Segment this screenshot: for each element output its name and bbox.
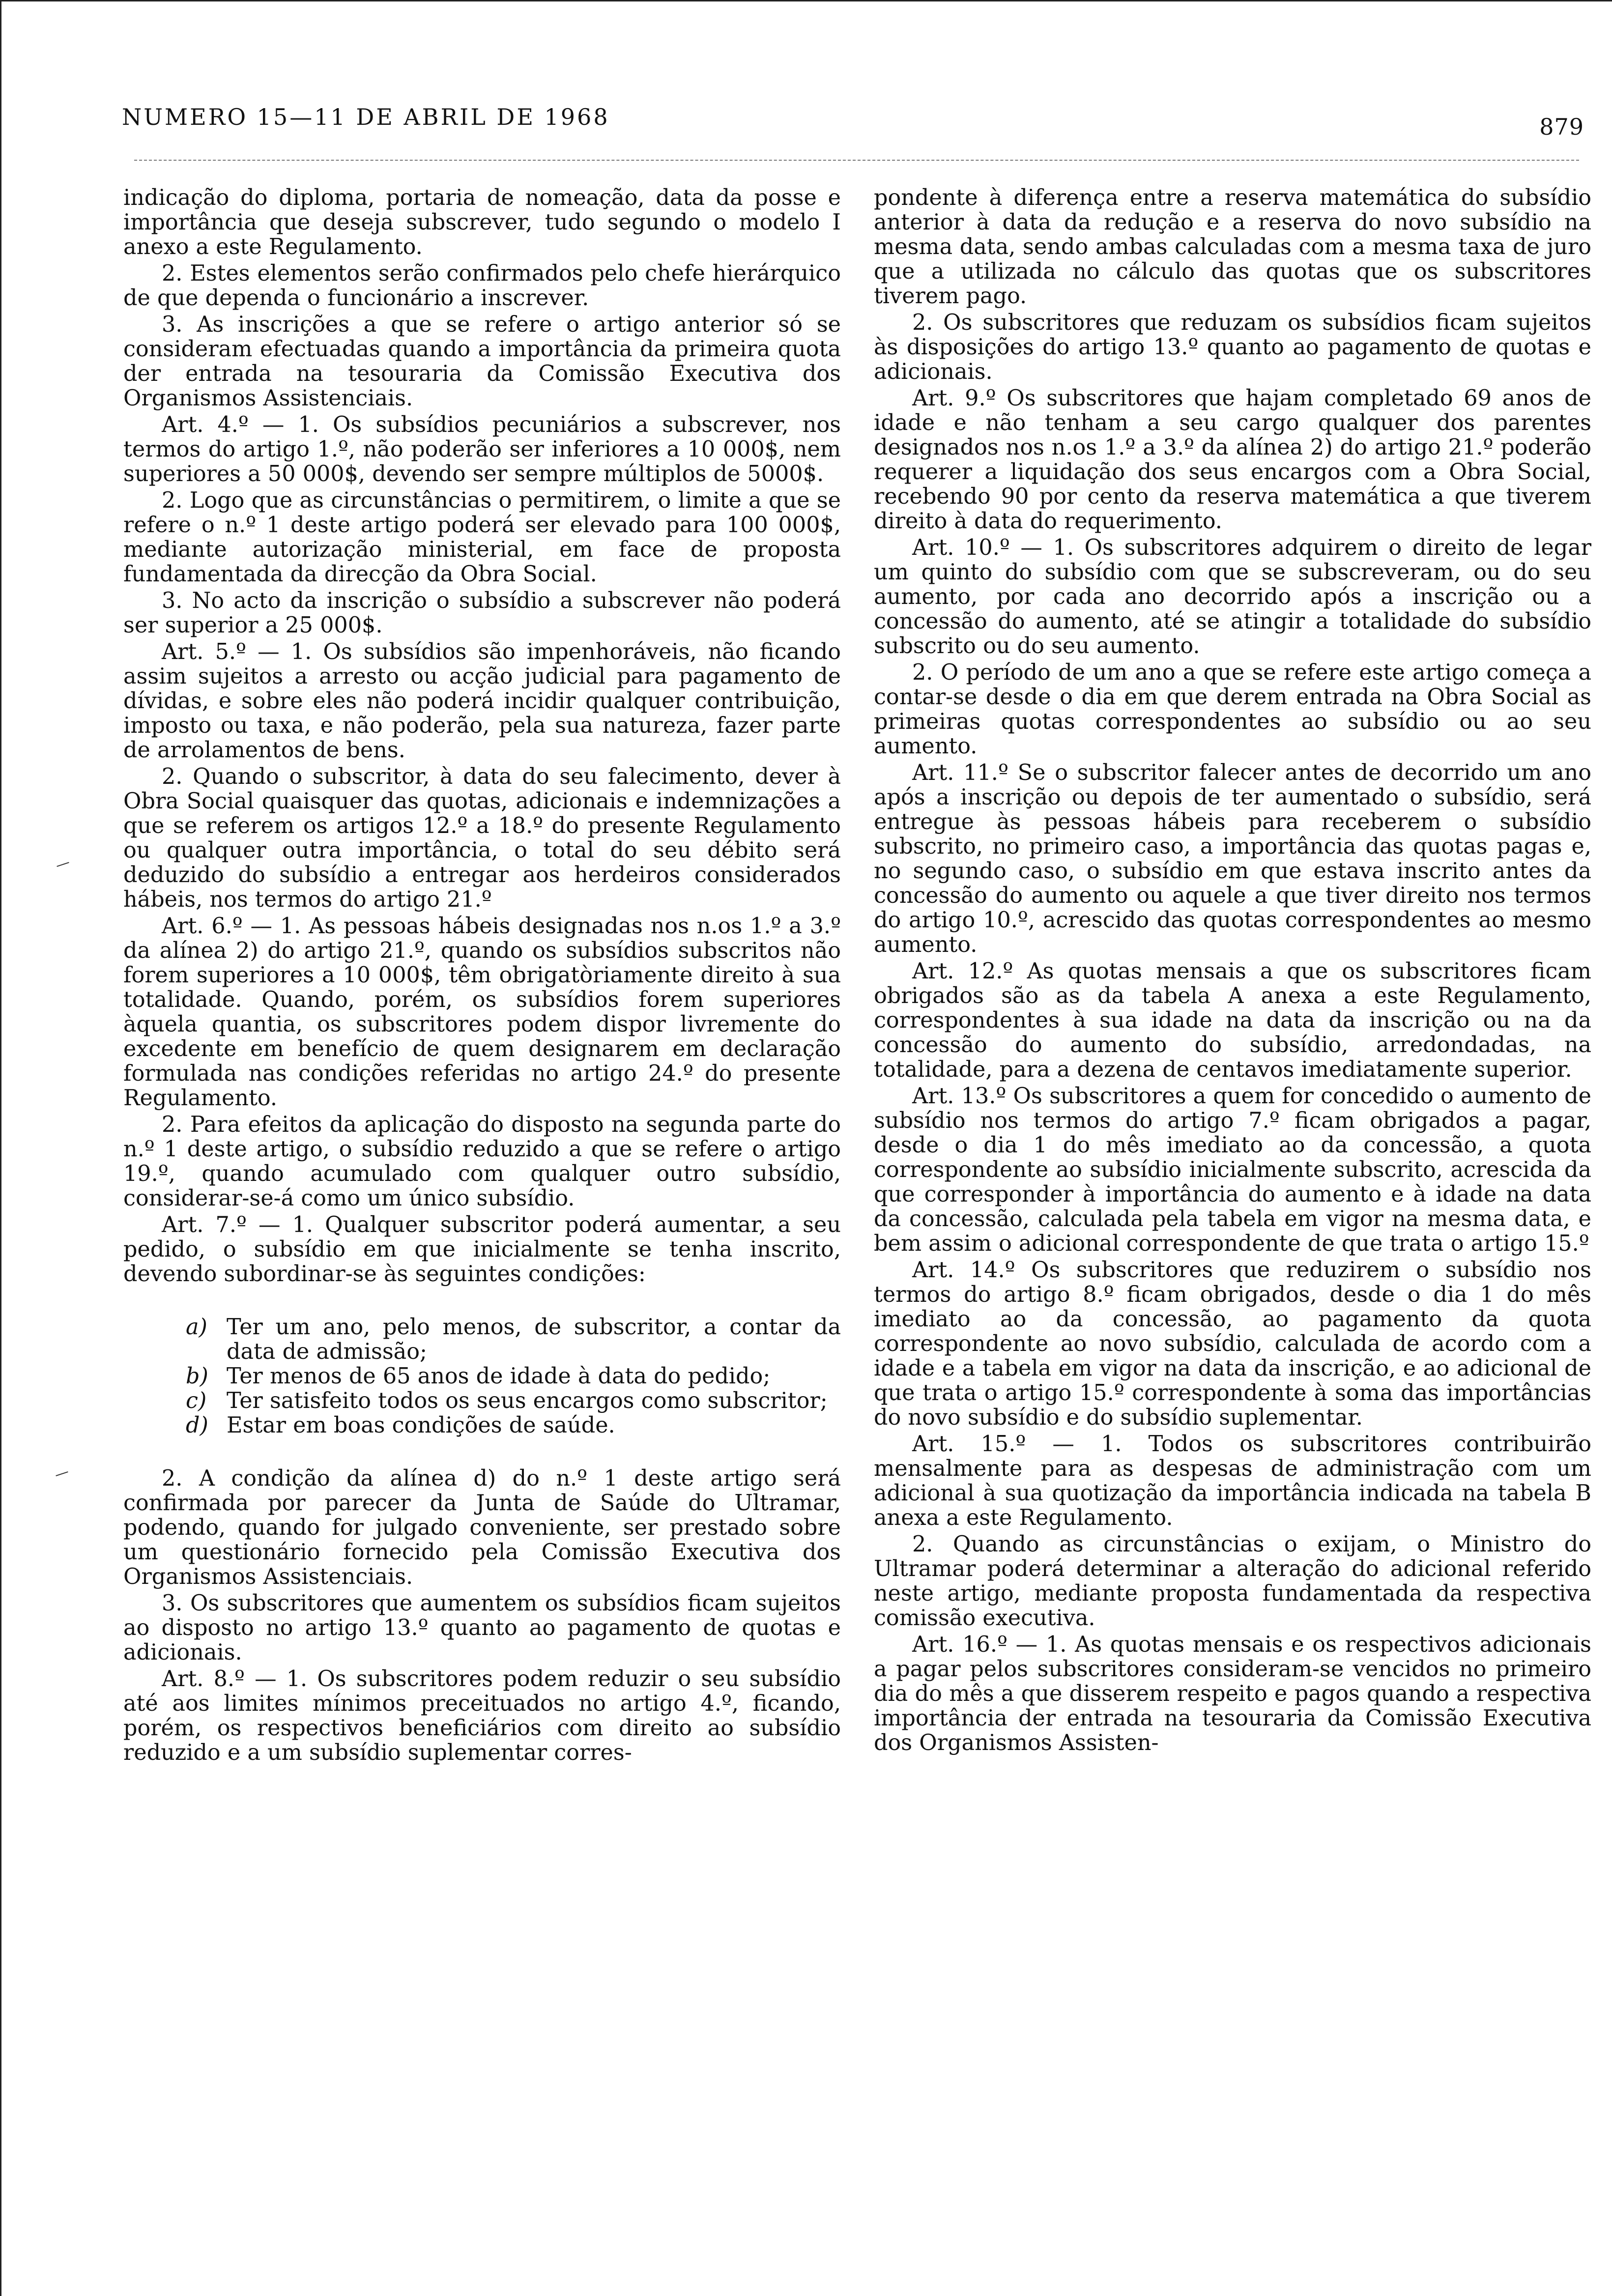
paragraph: 2. Os subscritores que reduzam os subsídios ficam sujeitos às disposições do artigo 13.º quanto ao pagamento de quotas e adicionais. <box>874 310 1591 384</box>
paragraph: 2. Quando o subscritor, à data do seu falecimento, dever à Obra Social quaisquer das quotas, adicionais e indemnizações a que se referem os artigos 12.º a 18.º do presente Regulamento ou qualquer outra importância, o total do seu débito será deduzido do subsídio a entregar aos herdeiros considerados hábeis, nos termos do artigo 21.º <box>123 764 841 912</box>
page-number: 879 <box>1539 114 1584 140</box>
list-item-text: Ter menos de 65 anos de idade à data do pedido; <box>227 1364 771 1389</box>
article-13: Art. 13.º Os subscritores a quem for concedido o aumento de subsídio nos termos do artigo 7.º ficam obrigados a pagar, desde o dia 1 do mês imediato ao da concessão, a quota correspondente ao subsídio inicialmente subscrito, acrescida da que corresponder à importância do aumento e à idade na data da concessão, calculada pela tabela em vigor na mesma data, e bem assim o adicional correspondente de que trata o artigo 15.º <box>874 1084 1591 1256</box>
article-6: Art. 6.º — 1. As pessoas hábeis designadas nos n.os 1.º a 3.º da alínea 2) do artigo 21.º, quando os subsídios subscritos não forem superiores a 10 000$, têm obrigatòriamente direito à sua totalidade. Quando, porém, os subsídios forem superiores àquela quantia, os subscritores podem dispor livremente do excedente em benefício de quem designarem em declaração formulada nas condições referidas no artigo 24.º do presente Regulamento. <box>123 914 841 1111</box>
article-5: Art. 5.º — 1. Os subsídios são impenhoráveis, não ficando assim sujeitos a arresto ou acção judicial para pagamento de dívidas, e sobre eles não poderá incidir qualquer contribuição, imposto ou taxa, e não poderão, pela sua natureza, fazer parte de arrolamentos de bens. <box>123 639 841 763</box>
article-14: Art. 14.º Os subscritores que reduzirem o subsídio nos termos do artigo 8.º ficam obrigados, desde o dia 1 do mês imediato ao da concessão, ao pagamento da quota correspondente ao novo subsídio, calculada de acordo com a idade e a tabela em vigor na data da inscrição, e ao adicional de que trata o artigo 15.º correspondente à soma das importâncias do novo subsídio e do subsídio suplementar. <box>874 1258 1591 1430</box>
list-item <box>123 1364 841 1389</box>
header-rule <box>134 160 1579 161</box>
paragraph: 2. Estes elementos serão confirmados pelo chefe hierárquico de que dependa o funcionário a inscrever. <box>123 261 841 311</box>
article-8: Art. 8.º — 1. Os subscritores podem reduzir o seu subsídio até aos limites mínimos preceituados no artigo 4.º, ficando, porém, os respectivos beneficiários com direito ao subsídio reduzido e a um subsídio suplementar corres- <box>123 1666 841 1765</box>
paragraph: pondente à diferença entre a reserva matemática do subsídio anterior à data da redução e a reserva do novo subsídio na mesma data, sendo ambas calculadas com a mesma taxa de juro que a utilizada no cálculo das quotas que os subscritores tiverem pago. <box>874 185 1591 309</box>
article-4: Art. 4.º — 1. Os subsídios pecuniários a subscrever, nos termos do artigo 1.º, não poderão ser inferiores a 10 000$, nem superiores a 50 000$, devendo ser sempre múltiplos de 5000$. <box>123 412 841 487</box>
paragraph: 2. A condição da alínea d) do n.º 1 deste artigo será confirmada por parecer da Junta de Saúde do Ultramar, podendo, quando for julgado conveniente, ser prestado sobre um questionário fornecido pela Comissão Executiva dos Organismos Assistenciais. <box>123 1466 841 1589</box>
margin-mark <box>57 862 69 867</box>
article-9: Art. 9.º Os subscritores que hajam completado 69 anos de idade e não tenham a seu cargo qualquer dos parentes designados nos n.os 1.º a 3.º da alínea 2) do artigo 21.º poderão requerer a liquidação dos seus encargos com a Obra Social, recebendo 90 por cento da reserva matemática a que tiverem direito à data do requerimento. <box>874 386 1591 534</box>
article-7: Art. 7.º — 1. Qualquer subscritor poderá aumentar, a seu pedido, o subsídio em que inicialmente se tenha inscrito, devendo subordinar-se às seguintes condições: <box>123 1212 841 1287</box>
article-10: Art. 10.º — 1. Os subscritores adquirem o direito de legar um quinto do subsídio com que se subscreveram, ou do seu aumento, por cada ano decorrido após a inscrição ou a concessão do aumento, até se atingir a totalidade do subsídio subscrito ou do seu aumento. <box>874 535 1591 659</box>
list-marker: c) <box>186 1388 207 1413</box>
right-column <box>874 186 1591 1757</box>
list-item-text: Ter satisfeito todos os seus encargos como subscritor; <box>227 1388 828 1413</box>
list-item-text: Estar em boas condições de saúde. <box>227 1413 615 1438</box>
paragraph: 2. Para efeitos da aplicação do disposto na segunda parte do n.º 1 deste artigo, o subsídio reduzido a que se refere o artigo 19.º, quando acumulado com qualquer outro subsídio, considerar-se-á como um único subsídio. <box>123 1112 841 1211</box>
list-item-text: Ter um ano, pelo menos, de subscritor, a contar da data de admissão; <box>227 1315 841 1364</box>
article-12: Art. 12.º As quotas mensais a que os subscritores ficam obrigados são as da tabela A anexa a este Regulamento, correspondentes à sua idade na data da inscrição ou na da concessão do aumento do subsídio, arredondadas, na totalidade, para a dezena de centavos imediatamente superior. <box>874 959 1591 1082</box>
left-column <box>123 186 841 1767</box>
conditions-list <box>123 1315 841 1438</box>
paragraph: 2. Quando as circunstâncias o exijam, o Ministro do Ultramar poderá determinar a alteração do adicional referido neste artigo, mediante proposta fundamentada da respectiva comissão executiva. <box>874 1532 1591 1631</box>
article-11: Art. 11.º Se o subscritor falecer antes de decorrido um ano após a inscrição ou depois de ter aumentado o subsídio, será entregue às pessoas hábeis para receberem o subsídio subscrito, no primeiro caso, a importância das quotas pagas e, no segundo caso, o subsídio em que estava inscrito antes da concessão do aumento ou aquele a que tiver direito nos termos do artigo 10.º, acrescido das quotas correspondentes ao mesmo aumento. <box>874 760 1591 957</box>
list-marker: d) <box>186 1413 208 1438</box>
paragraph: 2. Logo que as circunstâncias o permitirem, o limite a que se refere o n.º 1 deste artigo poderá ser elevado para 100 000$, mediante autorização ministerial, em face de proposta fundamentada da direcção da Obra Social. <box>123 488 841 587</box>
article-15: Art. 15.º — 1. Todos os subscritores contribuirão mensalmente para as despesas de administração com um adicional à sua quotização da importância indicada na tabela B anexa a este Regulamento. <box>874 1432 1591 1530</box>
article-16: Art. 16.º — 1. As quotas mensais e os respectivos adicionais a pagar pelos subscritores consideram-se vencidos no primeiro dia do mês a que disserem respeito e pagos quando a respectiva importância der entrada na tesouraria da Comissão Executiva dos Organismos Assisten- <box>874 1632 1591 1755</box>
paragraph: 3. Os subscritores que aumentem os subsídios ficam sujeitos ao disposto no artigo 13.º quanto ao pagamento de quotas e adicionais. <box>123 1591 841 1665</box>
list-marker: a) <box>186 1315 207 1340</box>
list-item <box>123 1413 841 1438</box>
page-header <box>122 104 1584 148</box>
issue-title: NUMERO 15—11 DE ABRIL DE 1968 <box>122 104 610 130</box>
paragraph: 2. O período de um ano a que se refere este artigo começa a contar-se desde o dia em que derem entrada na Obra Social as primeiras quotas correspondentes ao subsídio ou ao seu aumento. <box>874 660 1591 759</box>
list-item <box>123 1315 841 1364</box>
margin-mark <box>56 1471 68 1476</box>
paragraph: indicação do diploma, portaria de nomeação, data da posse e importância que deseja subscrever, tudo segundo o modelo I anexo a este Regulamento. <box>123 185 841 259</box>
paragraph: 3. No acto da inscrição o subsídio a subscrever não poderá ser superior a 25 000$. <box>123 588 841 638</box>
list-item <box>123 1389 841 1413</box>
paragraph: 3. As inscrições a que se refere o artigo anterior só se consideram efectuadas quando a importância da primeira quota der entrada na tesouraria da Comissão Executiva dos Organismos Assistenciais. <box>123 312 841 411</box>
list-marker: b) <box>186 1364 208 1389</box>
